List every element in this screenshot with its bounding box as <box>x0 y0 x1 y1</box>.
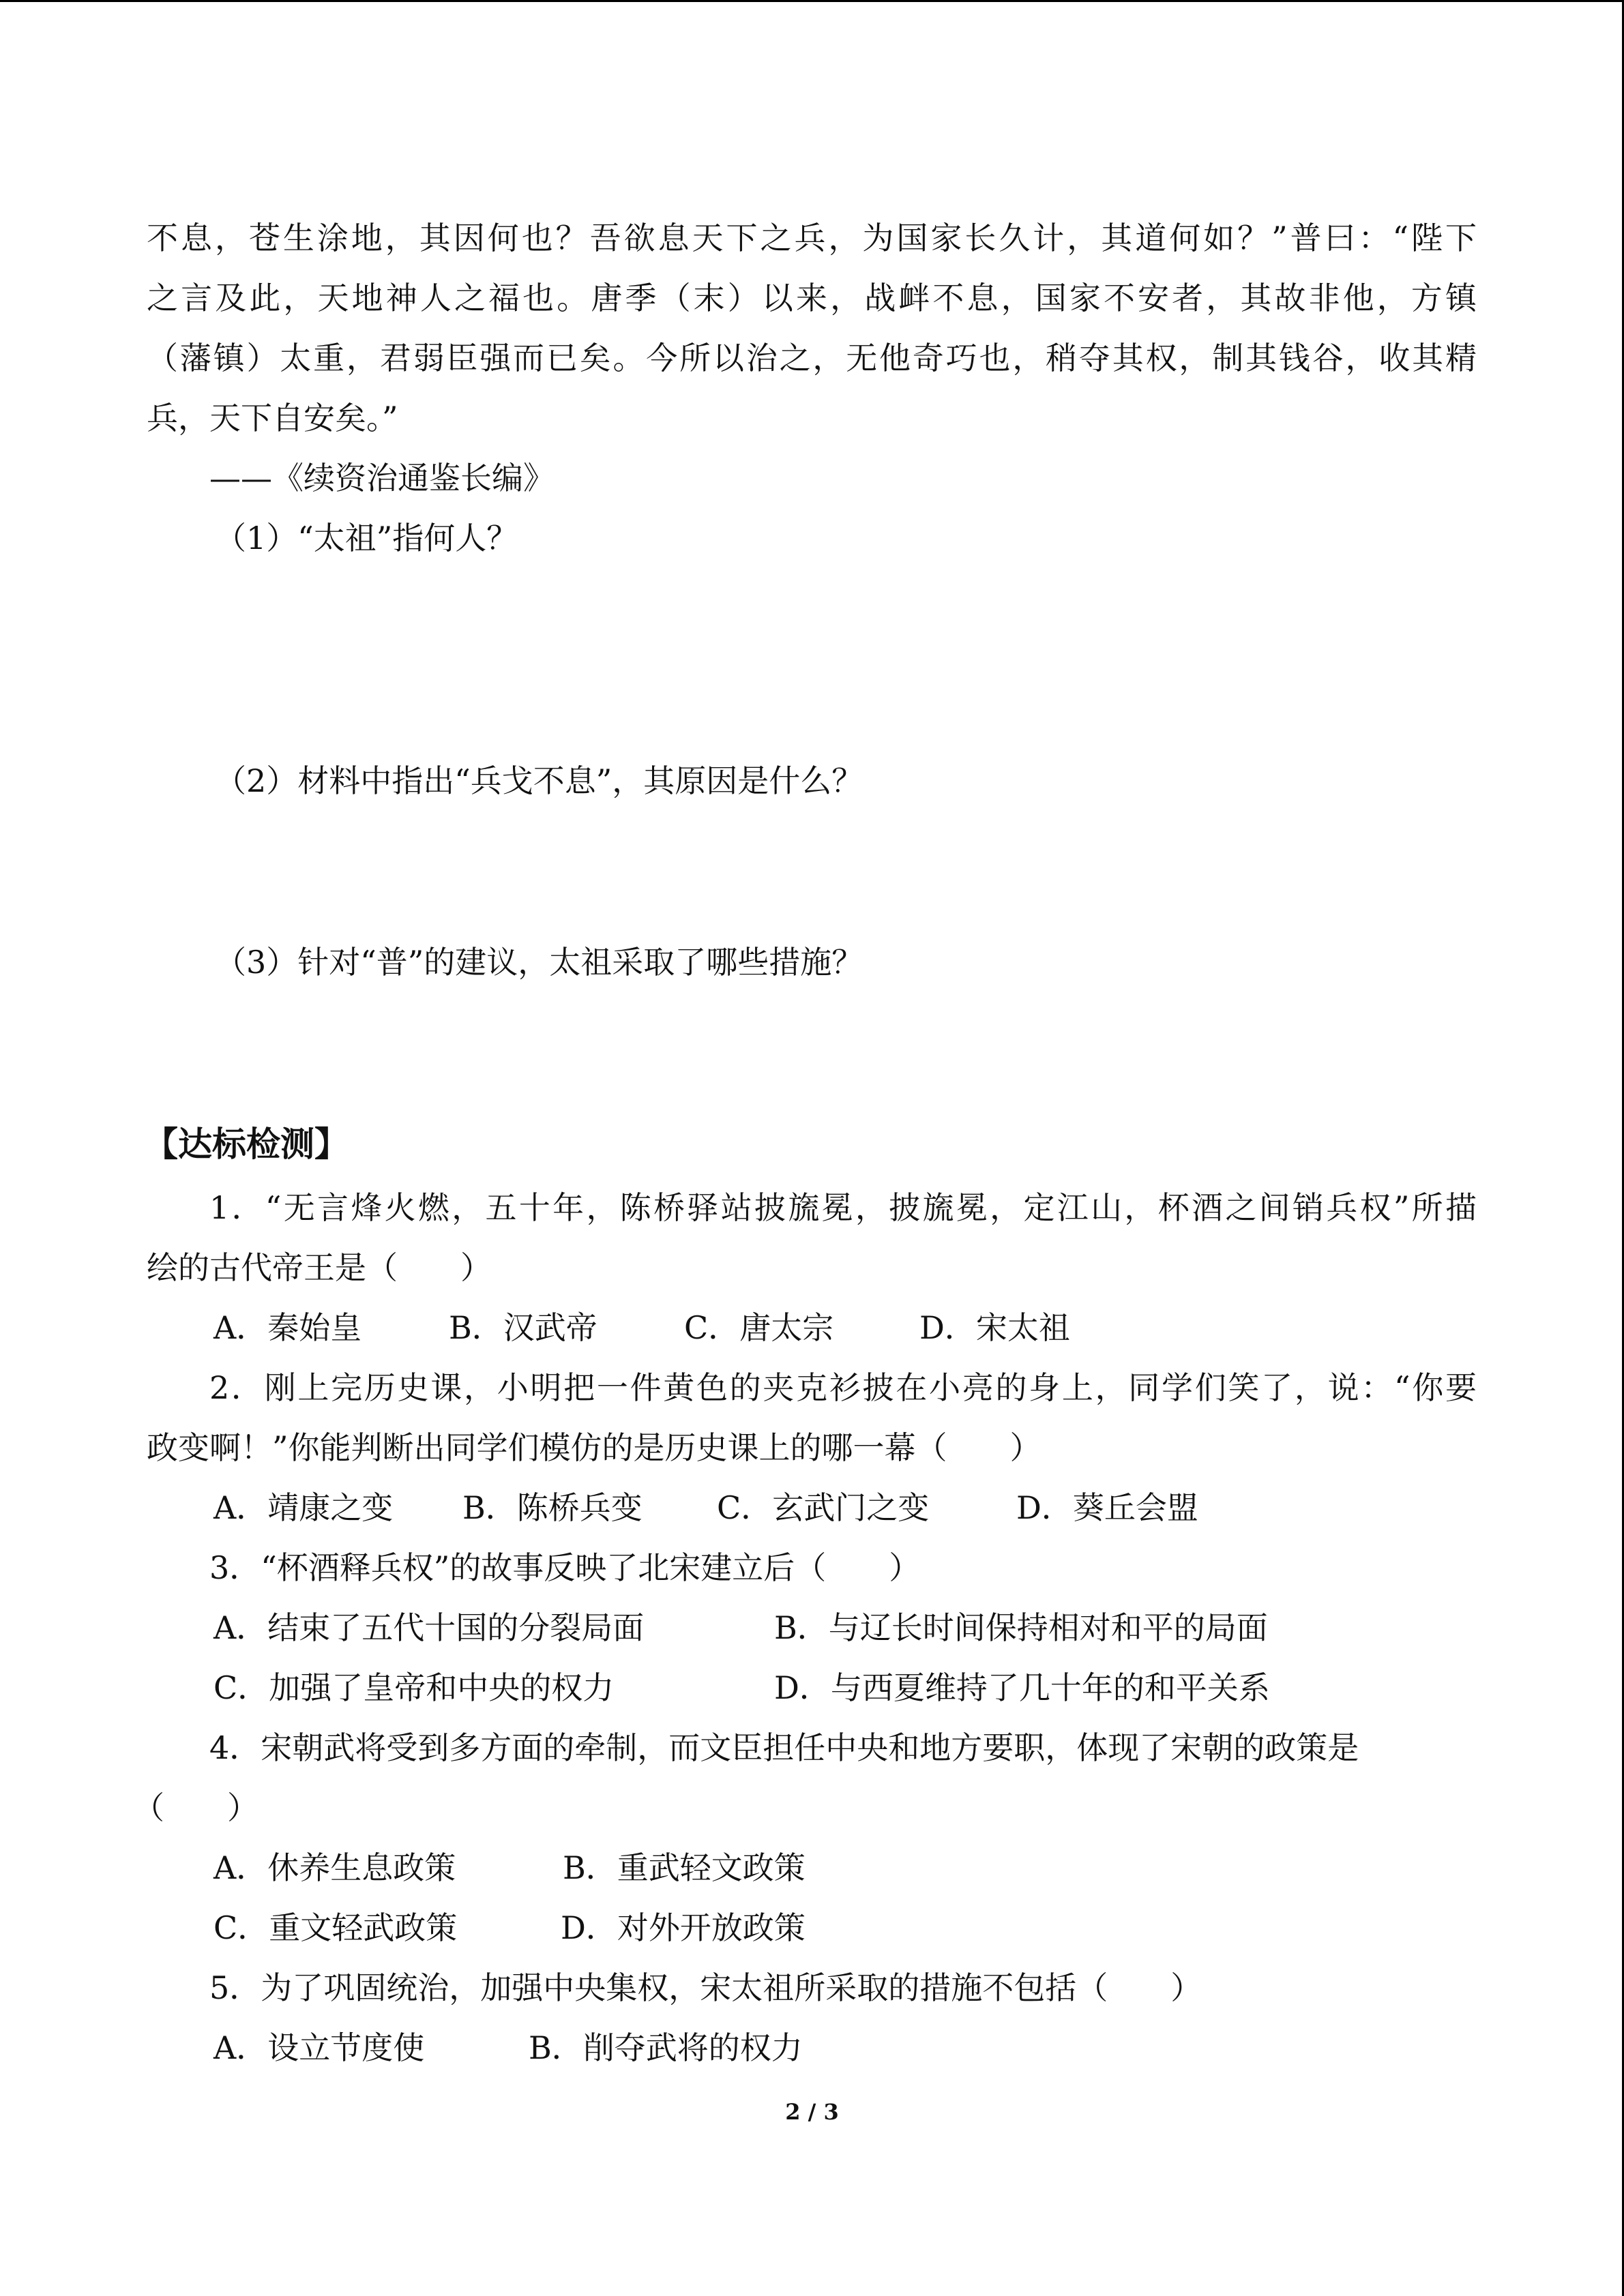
option-d: D．宋太祖 <box>919 1309 1070 1346</box>
option-a: A．靖康之变 <box>213 1489 394 1526</box>
item-stem: 政变啊！”你能判断出同学们模仿的是历史课上的哪一幕（ ） <box>147 1429 1042 1466</box>
option-d: D．葵丘会盟 <box>1016 1489 1198 1526</box>
option-b: B．汉武帝 <box>449 1309 597 1346</box>
option-row <box>147 1898 1477 1958</box>
option-row <box>147 1298 1477 1358</box>
answer-space <box>147 992 1477 1114</box>
option-row <box>147 1658 1477 1718</box>
page-number: 2 / 3 <box>785 2099 839 2125</box>
item-stem: 4．宋朝武将受到多方面的牵制，而文臣担任中央和地方要职，体现了宋朝的政策是 <box>209 1729 1359 1766</box>
option-a: A．结束了五代十国的分裂局面 <box>213 1609 645 1646</box>
passage-source: ——《续资治通鉴长编》 <box>209 460 555 496</box>
option-row <box>147 1598 1477 1658</box>
item-stem: 2．刚上完历史课，小明把一件黄色的夹克衫披在小亮的身上，同学们笑了，说：“你要 <box>209 1369 1477 1406</box>
passage-line: 兵，天下自安矣。” <box>147 400 398 436</box>
mc-item-2 <box>147 1358 1477 1538</box>
option-b: B．与辽长时间保持相对和平的局面 <box>774 1609 1268 1646</box>
passage-line: 不息，苍生涂地，其因何也？吾欲息天下之兵，为国家长久计，其道何如？”普曰：“陛下 <box>147 220 1477 256</box>
answer-space <box>147 568 1477 751</box>
option-row <box>147 1478 1477 1538</box>
item-stem: （ ） <box>133 1789 259 1826</box>
option-b: B．削夺武将的权力 <box>529 2029 803 2066</box>
option-b: B．重武轻文政策 <box>563 1849 806 1886</box>
item-stem: 5．为了巩固统治，加强中央集权，宋太祖所采取的措施不包括（ ） <box>209 1969 1202 2006</box>
option-c: C．加强了皇帝和中央的权力 <box>213 1669 615 1706</box>
question-2: （2）材料中指出“兵戈不息”，其原因是什么？ <box>215 762 863 799</box>
mc-item-4 <box>133 1718 1477 1958</box>
question-1: （1）“太祖”指何人？ <box>215 520 518 556</box>
answer-space <box>147 811 1477 932</box>
mc-item-1 <box>147 1178 1477 1358</box>
mc-item-3 <box>147 1538 1477 1718</box>
mc-item-5 <box>147 1958 1477 2078</box>
question-3: （3）针对“普”的建议，太祖采取了哪些措施？ <box>215 944 863 981</box>
section-title: 【达标检测】 <box>144 1124 349 1164</box>
option-a: A．秦始皇 <box>213 1309 362 1346</box>
passage-line: （藩镇）太重，君弱臣强而已矣。今所以治之，无他奇巧也，稍夺其权，制其钱谷，收其精 <box>147 340 1477 376</box>
option-row <box>147 2018 1477 2078</box>
option-c: C．玄武门之变 <box>717 1489 930 1526</box>
document-body <box>133 208 1477 2078</box>
item-stem: 1．“无言烽火燃，五十年，陈桥驿站披旒冕，披旒冕，定江山，杯酒之间销兵权”所描 <box>209 1189 1477 1226</box>
item-stem: 3．“杯酒释兵权”的故事反映了北宋建立后（ ） <box>209 1549 921 1586</box>
option-d: D．对外开放政策 <box>561 1909 806 1946</box>
passage <box>147 208 1477 508</box>
option-b: B．陈桥兵变 <box>462 1489 643 1526</box>
option-row <box>147 1838 1477 1898</box>
option-a: A．休养生息政策 <box>213 1849 456 1886</box>
option-c: C．唐太宗 <box>684 1309 834 1346</box>
option-c: C．重文轻武政策 <box>213 1909 458 1946</box>
option-a: A．设立节度使 <box>213 2029 425 2066</box>
page-border-top <box>0 0 1624 2</box>
item-stem: 绘的古代帝王是（ ） <box>147 1249 492 1286</box>
passage-line: 之言及此，天地神人之福也。唐季（末）以来，战衅不息，国家不安者，其故非他，方镇 <box>147 280 1477 316</box>
option-d: D．与西夏维持了几十年的和平关系 <box>774 1669 1270 1706</box>
